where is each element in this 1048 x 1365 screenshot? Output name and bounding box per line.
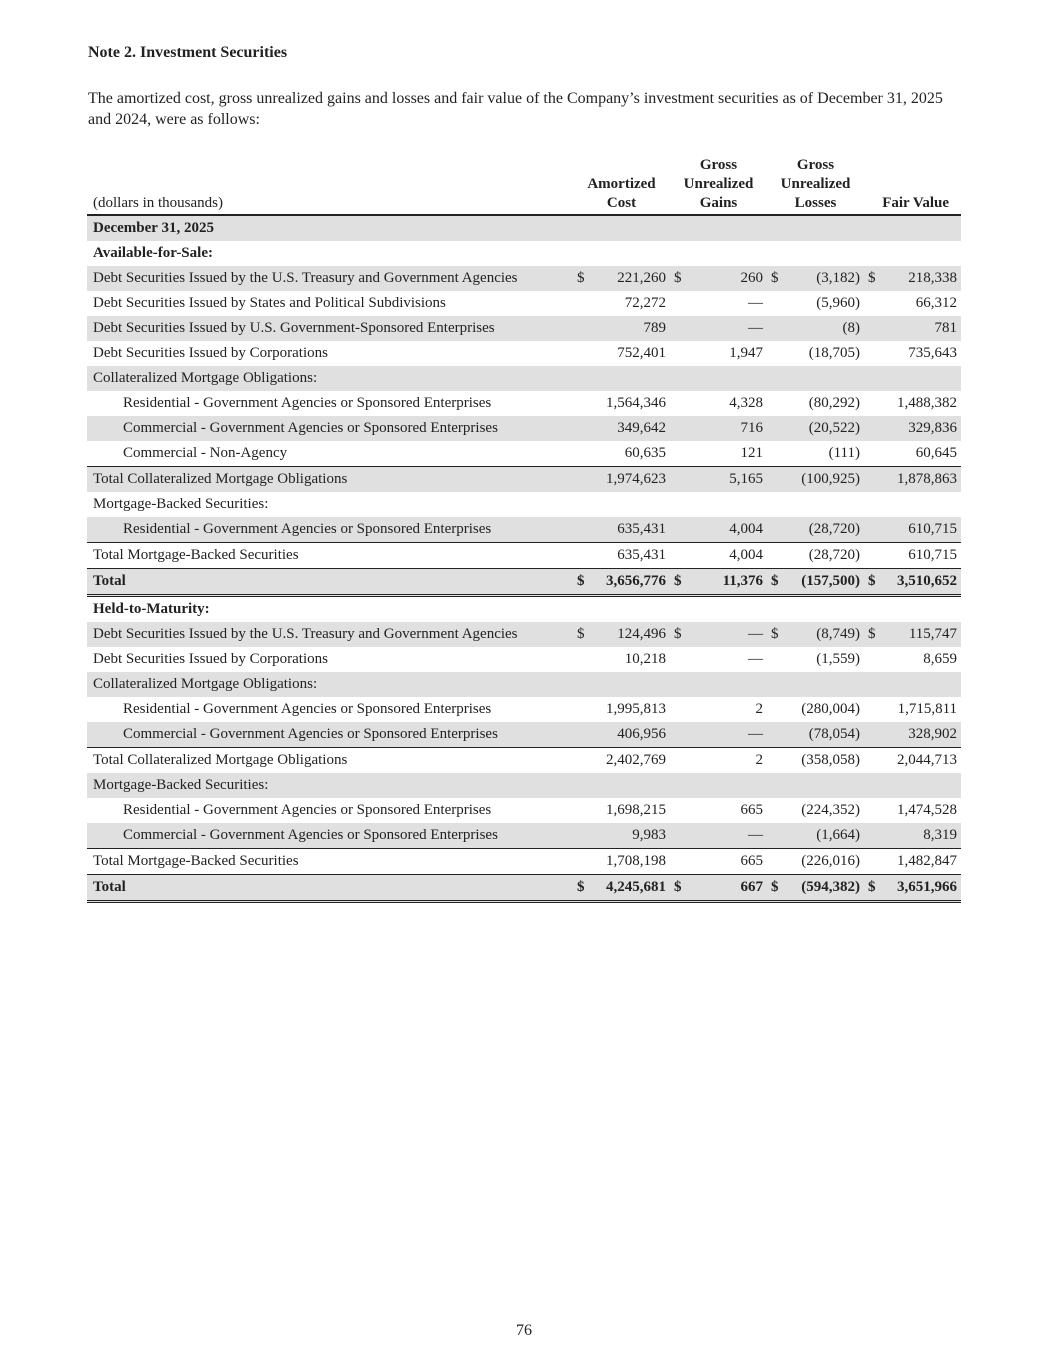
cell-unrealized-gains: 4,004 — [683, 543, 767, 569]
cell-fair-value — [877, 215, 961, 241]
dollar-sign — [573, 291, 586, 316]
table-header-row — [87, 155, 961, 215]
cell-unrealized-gains: — — [748, 295, 763, 311]
dollar-sign — [864, 492, 877, 517]
cell-fair-value — [877, 492, 961, 517]
dollar-sign — [767, 823, 780, 849]
row-label: Mortgage-Backed Securities: — [87, 773, 573, 798]
cell-unrealized-gains: — — [683, 316, 767, 341]
cell-amortized-cost — [586, 366, 670, 391]
dollar-sign: $ — [573, 875, 586, 902]
cell-unrealized-gains: 665 — [683, 849, 767, 875]
dollar-sign: $ — [767, 622, 780, 647]
cell-amortized-cost: 406,956 — [586, 722, 670, 748]
table-row — [87, 798, 961, 823]
cell-amortized-cost — [586, 215, 670, 241]
dollar-sign — [767, 391, 780, 416]
dollar-sign — [573, 316, 586, 341]
cell-fair-value: 8,659 — [923, 651, 958, 667]
table-row — [87, 391, 961, 416]
dollar-sign — [864, 773, 877, 798]
cell-fair-value — [877, 773, 961, 798]
cell-unrealized-losses: (78,054) — [780, 722, 864, 748]
cell-unrealized-losses: (358,058) — [780, 748, 864, 774]
dollar-sign — [767, 517, 780, 543]
dollar-sign — [670, 543, 683, 569]
cell-unrealized-gains — [683, 773, 767, 798]
row-label: Commercial - Government Agencies or Sponsored Enterprises — [87, 823, 573, 849]
cell-amortized-cost: 2,402,769 — [586, 748, 670, 774]
dollar-sign — [767, 543, 780, 569]
row-label: Debt Securities Issued by U.S. Government-Sponsored Enterprises — [87, 316, 573, 341]
dollar-sign — [573, 596, 586, 623]
dollar-sign — [670, 215, 683, 241]
cell-unrealized-losses: (157,500) — [780, 569, 864, 596]
cell-amortized-cost: 349,642 — [586, 416, 670, 441]
cell-unrealized-losses: (20,522) — [780, 416, 864, 441]
dollar-sign: $ — [864, 622, 877, 647]
cell-amortized-cost — [586, 492, 670, 517]
cell-unrealized-losses: (280,004) — [801, 701, 860, 717]
cell-fair-value: 2,044,713 — [877, 748, 961, 774]
table-row — [87, 266, 961, 291]
cell-amortized-cost — [586, 596, 670, 623]
dollar-sign: $ — [573, 569, 586, 596]
dollar-sign — [573, 823, 586, 849]
cell-fair-value: 610,715 — [877, 543, 961, 569]
table-row — [87, 543, 961, 569]
dollar-sign — [573, 341, 586, 366]
table-row — [87, 622, 961, 647]
dollar-sign — [670, 416, 683, 441]
table-row — [87, 366, 961, 391]
dollar-sign — [573, 517, 586, 543]
dollar-sign — [864, 722, 877, 748]
cell-unrealized-losses: (100,925) — [780, 467, 864, 493]
cell-unrealized-gains: — — [683, 823, 767, 849]
table-row — [87, 773, 961, 798]
table-body — [87, 215, 961, 902]
dollar-sign — [864, 341, 877, 366]
cell-amortized-cost: 4,245,681 — [586, 875, 670, 902]
header-gross-unrealized-gains: Gross Unrealized Gains — [670, 155, 767, 215]
dollar-sign — [670, 722, 683, 748]
row-label: Debt Securities Issued by Corporations — [93, 345, 328, 361]
dollar-sign — [767, 697, 780, 722]
table-row — [87, 672, 961, 697]
dollar-sign — [767, 341, 780, 366]
cell-unrealized-gains: 2 — [755, 701, 763, 717]
dollar-sign — [573, 416, 586, 441]
table-row — [87, 647, 961, 672]
cell-amortized-cost — [586, 773, 670, 798]
dollar-sign — [864, 391, 877, 416]
cell-amortized-cost: 1,708,198 — [586, 849, 670, 875]
dollar-sign — [864, 366, 877, 391]
dollar-sign — [864, 697, 877, 722]
cell-unrealized-losses — [780, 366, 864, 391]
dollar-sign: $ — [573, 622, 586, 647]
cell-unrealized-losses: (28,720) — [780, 517, 864, 543]
dollar-sign — [670, 467, 683, 493]
dollar-sign — [670, 672, 683, 697]
table-row — [87, 316, 961, 341]
cell-unrealized-gains: 260 — [683, 266, 767, 291]
row-label: December 31, 2025 — [87, 215, 573, 241]
dollar-sign — [670, 291, 683, 316]
cell-unrealized-losses — [780, 241, 864, 266]
cell-fair-value — [877, 366, 961, 391]
cell-unrealized-losses: (1,664) — [780, 823, 864, 849]
dollar-sign — [864, 467, 877, 493]
row-label: Commercial - Non-Agency — [123, 445, 288, 461]
dollar-sign — [767, 492, 780, 517]
row-label: Total Mortgage-Backed Securities — [87, 849, 573, 875]
table-row — [87, 697, 961, 722]
row-label: Residential - Government Agencies or Sponsored Enterprises — [123, 395, 492, 411]
dollar-sign: $ — [767, 875, 780, 902]
row-label: Held-to-Maturity: — [93, 601, 210, 617]
dollar-sign — [864, 416, 877, 441]
table-row — [87, 341, 961, 366]
dollar-sign — [670, 647, 683, 672]
dollar-sign: $ — [670, 569, 683, 596]
cell-fair-value: 115,747 — [877, 622, 961, 647]
dollar-sign — [864, 596, 877, 623]
cell-fair-value: 1,482,847 — [877, 849, 961, 875]
cell-fair-value: 781 — [877, 316, 961, 341]
cell-unrealized-losses: (1,559) — [816, 651, 860, 667]
cell-unrealized-losses — [780, 773, 864, 798]
row-label: Debt Securities Issued by States and Political Subdivisions — [93, 295, 446, 311]
row-label: Available-for-Sale: — [93, 245, 213, 261]
dollar-sign — [767, 366, 780, 391]
dollar-sign — [767, 773, 780, 798]
table-row — [87, 215, 961, 241]
cell-unrealized-gains — [683, 492, 767, 517]
cell-unrealized-gains: 11,376 — [683, 569, 767, 596]
table-row — [87, 748, 961, 774]
dollar-sign: $ — [864, 569, 877, 596]
table-row — [87, 875, 961, 902]
dollar-sign — [767, 416, 780, 441]
table-row — [87, 722, 961, 748]
dollar-sign — [573, 391, 586, 416]
cell-amortized-cost: 1,974,623 — [586, 467, 670, 493]
row-label: Total Mortgage-Backed Securities — [87, 543, 573, 569]
dollar-sign — [864, 241, 877, 266]
row-label: Total — [87, 875, 573, 902]
dollar-sign: $ — [864, 266, 877, 291]
cell-fair-value: 60,645 — [915, 445, 958, 461]
cell-fair-value: 329,836 — [877, 416, 961, 441]
row-label: Debt Securities Issued by the U.S. Treasury and Government Agencies — [87, 266, 573, 291]
dollar-sign: $ — [670, 622, 683, 647]
cell-unrealized-losses: (224,352) — [801, 802, 860, 818]
table-row — [87, 492, 961, 517]
cell-amortized-cost: 60,635 — [624, 445, 666, 461]
dollar-sign — [670, 316, 683, 341]
dollar-sign — [864, 647, 877, 672]
cell-unrealized-gains — [683, 366, 767, 391]
table-row — [87, 517, 961, 543]
cell-unrealized-losses: (8,749) — [780, 622, 864, 647]
cell-amortized-cost: 1,995,813 — [606, 701, 666, 717]
cell-unrealized-losses — [780, 215, 864, 241]
cell-unrealized-gains: — — [683, 722, 767, 748]
dollar-sign — [864, 441, 877, 467]
row-label: Residential - Government Agencies or Sponsored Enterprises — [87, 517, 573, 543]
dollar-sign — [767, 672, 780, 697]
dollar-sign — [864, 798, 877, 823]
cell-amortized-cost: 789 — [586, 316, 670, 341]
cell-fair-value: 735,643 — [908, 345, 958, 361]
dollar-sign: $ — [670, 875, 683, 902]
cell-amortized-cost — [586, 241, 670, 266]
cell-amortized-cost: 10,218 — [624, 651, 666, 667]
cell-unrealized-gains: 121 — [740, 445, 763, 461]
dollar-sign — [864, 316, 877, 341]
cell-amortized-cost: 221,260 — [586, 266, 670, 291]
dollar-sign — [573, 849, 586, 875]
cell-unrealized-gains: 4,004 — [683, 517, 767, 543]
table-row — [87, 241, 961, 266]
dollar-sign — [573, 697, 586, 722]
cell-unrealized-losses: (3,182) — [780, 266, 864, 291]
cell-unrealized-losses: (18,705) — [808, 345, 860, 361]
cell-amortized-cost: 752,401 — [617, 345, 666, 361]
row-label: Residential - Government Agencies or Sponsored Enterprises — [123, 701, 492, 717]
row-label: Collateralized Mortgage Obligations: — [87, 366, 573, 391]
investment-securities-table — [87, 155, 961, 903]
cell-unrealized-gains: 2 — [683, 748, 767, 774]
cell-fair-value: 8,319 — [877, 823, 961, 849]
dollar-sign — [767, 467, 780, 493]
cell-unrealized-losses: (5,960) — [816, 295, 860, 311]
dollar-sign — [767, 798, 780, 823]
cell-fair-value: 1,474,528 — [897, 802, 958, 818]
cell-unrealized-losses: (226,016) — [780, 849, 864, 875]
dollar-sign — [767, 241, 780, 266]
dollar-sign — [864, 748, 877, 774]
dollar-sign — [573, 722, 586, 748]
dollar-sign: $ — [767, 569, 780, 596]
dollar-sign — [670, 391, 683, 416]
dollar-sign — [670, 823, 683, 849]
dollar-sign — [767, 748, 780, 774]
intro-paragraph: The amortized cost, gross unrealized gains and losses and fair value of the Company’s investment securities as of December 31, 2025 and 2024, were as follows: — [88, 90, 943, 128]
dollar-sign — [670, 441, 683, 467]
cell-fair-value: 1,488,382 — [897, 395, 958, 411]
header-gross-unrealized-losses: Gross Unrealized Losses — [767, 155, 864, 215]
table-row — [87, 823, 961, 849]
dollar-sign — [864, 672, 877, 697]
dollar-sign — [670, 748, 683, 774]
cell-fair-value: 1,878,863 — [877, 467, 961, 493]
cell-fair-value — [877, 672, 961, 697]
dollar-sign — [670, 798, 683, 823]
cell-unrealized-gains: 4,328 — [729, 395, 763, 411]
cell-unrealized-losses: (111) — [828, 445, 860, 461]
cell-amortized-cost: 3,656,776 — [586, 569, 670, 596]
cell-fair-value — [877, 596, 961, 623]
row-label: Debt Securities Issued by the U.S. Treasury and Government Agencies — [87, 622, 573, 647]
dollar-sign: $ — [670, 266, 683, 291]
dollar-sign — [573, 492, 586, 517]
cell-fair-value: 66,312 — [915, 295, 958, 311]
cell-amortized-cost: 635,431 — [586, 517, 670, 543]
table-row — [87, 596, 961, 623]
dollar-sign — [573, 773, 586, 798]
cell-unrealized-gains — [683, 241, 767, 266]
dollar-sign — [767, 849, 780, 875]
cell-unrealized-gains: — — [683, 622, 767, 647]
cell-fair-value: 610,715 — [877, 517, 961, 543]
dollar-sign — [670, 341, 683, 366]
dollar-sign — [864, 823, 877, 849]
units-label: (dollars in thousands) — [87, 155, 573, 215]
header-amortized-cost: Amortized Cost — [573, 155, 670, 215]
dollar-sign — [573, 241, 586, 266]
dollar-sign — [864, 215, 877, 241]
cell-fair-value: 3,510,652 — [877, 569, 961, 596]
cell-unrealized-losses: (8) — [780, 316, 864, 341]
dollar-sign — [573, 748, 586, 774]
dollar-sign — [670, 517, 683, 543]
dollar-sign — [573, 672, 586, 697]
dollar-sign — [670, 366, 683, 391]
cell-amortized-cost: 1,564,346 — [606, 395, 666, 411]
dollar-sign — [573, 647, 586, 672]
cell-unrealized-losses: (594,382) — [780, 875, 864, 902]
cell-fair-value: 3,651,966 — [877, 875, 961, 902]
cell-unrealized-gains: 667 — [683, 875, 767, 902]
cell-unrealized-gains: — — [748, 651, 763, 667]
dollar-sign — [573, 467, 586, 493]
dollar-sign — [573, 543, 586, 569]
row-label: Mortgage-Backed Securities: — [93, 496, 269, 512]
dollar-sign — [767, 722, 780, 748]
cell-unrealized-losses — [780, 672, 864, 697]
dollar-sign — [670, 849, 683, 875]
dollar-sign — [767, 291, 780, 316]
dollar-sign — [767, 647, 780, 672]
note-heading: Note 2. Investment Securities — [88, 44, 288, 61]
cell-amortized-cost: 124,496 — [586, 622, 670, 647]
table-row — [87, 291, 961, 316]
row-label: Collateralized Mortgage Obligations: — [87, 672, 573, 697]
dollar-sign — [864, 517, 877, 543]
dollar-sign — [864, 543, 877, 569]
dollar-sign — [864, 849, 877, 875]
page-number: 76 — [516, 1322, 532, 1339]
cell-unrealized-gains — [683, 215, 767, 241]
cell-fair-value — [877, 241, 961, 266]
cell-unrealized-gains: 665 — [740, 802, 763, 818]
table-row — [87, 467, 961, 493]
cell-amortized-cost: 1,698,215 — [606, 802, 666, 818]
dollar-sign — [767, 596, 780, 623]
cell-amortized-cost: 72,272 — [624, 295, 666, 311]
cell-unrealized-losses — [780, 492, 864, 517]
table-row — [87, 569, 961, 596]
row-label: Commercial - Government Agencies or Sponsored Enterprises — [87, 722, 573, 748]
dollar-sign: $ — [767, 266, 780, 291]
cell-amortized-cost: 9,983 — [586, 823, 670, 849]
cell-fair-value: 1,715,811 — [897, 701, 958, 717]
dollar-sign — [767, 215, 780, 241]
cell-unrealized-losses: (80,292) — [808, 395, 860, 411]
table-row — [87, 849, 961, 875]
row-label: Total Collateralized Mortgage Obligations — [87, 748, 573, 774]
cell-unrealized-gains — [683, 596, 767, 623]
row-label: Total Collateralized Mortgage Obligations — [87, 467, 573, 493]
dollar-sign — [573, 441, 586, 467]
dollar-sign — [573, 215, 586, 241]
dollar-sign — [573, 798, 586, 823]
cell-unrealized-gains: 1,947 — [729, 345, 763, 361]
dollar-sign — [767, 441, 780, 467]
header-fair-value: Fair Value — [864, 155, 961, 215]
table-row — [87, 441, 961, 467]
dollar-sign: $ — [864, 875, 877, 902]
dollar-sign — [670, 241, 683, 266]
row-label: Total — [87, 569, 573, 596]
dollar-sign — [670, 596, 683, 623]
dollar-sign — [670, 697, 683, 722]
cell-unrealized-gains: 5,165 — [683, 467, 767, 493]
row-label: Debt Securities Issued by Corporations — [93, 651, 328, 667]
cell-amortized-cost: 635,431 — [586, 543, 670, 569]
dollar-sign — [573, 366, 586, 391]
cell-unrealized-losses: (28,720) — [780, 543, 864, 569]
cell-fair-value: 328,902 — [877, 722, 961, 748]
dollar-sign — [670, 773, 683, 798]
dollar-sign — [670, 492, 683, 517]
cell-unrealized-losses — [780, 596, 864, 623]
cell-unrealized-gains — [683, 672, 767, 697]
cell-unrealized-gains: 716 — [683, 416, 767, 441]
cell-amortized-cost — [586, 672, 670, 697]
dollar-sign — [864, 291, 877, 316]
table-row — [87, 416, 961, 441]
dollar-sign — [767, 316, 780, 341]
cell-fair-value: 218,338 — [877, 266, 961, 291]
row-label: Commercial - Government Agencies or Sponsored Enterprises — [87, 416, 573, 441]
dollar-sign: $ — [573, 266, 586, 291]
row-label: Residential - Government Agencies or Sponsored Enterprises — [123, 802, 492, 818]
